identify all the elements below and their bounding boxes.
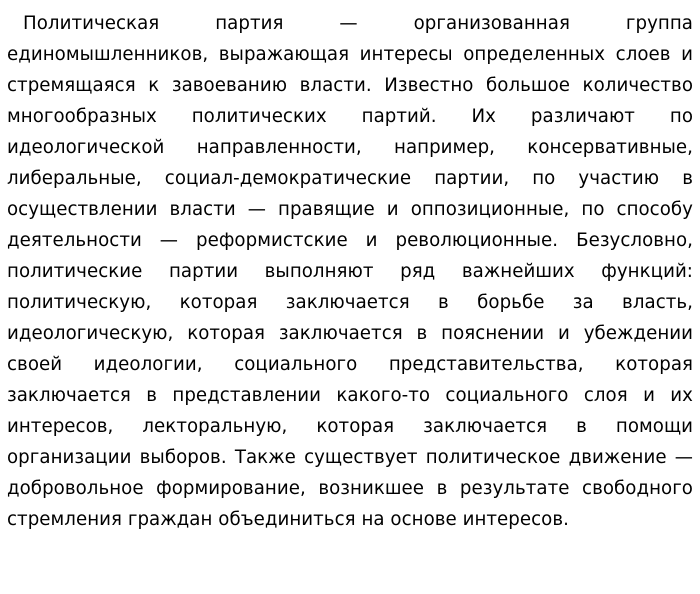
body-paragraph: Политическая партия — организованная группа единомышленников, выражающая интересы определенных слоев и стремящаяся к завоеванию власти. Известно большое количество многообразных политических партий. Их различают по идеологической направленности, например, консервативные, либеральные, социал-демократические партии, по участию в осуществлении власти — правящие и оппозиционные, по способу деятельности — реформистские и революционные. Безусловно, политические партии выполняют ряд важнейших функций: политическую, которая заключается в борьбе за власть, идеологическую, которая заключается в пояснении и убеждении своей идеологии, социального представительства, которая заключается в представлении какого-то социального слоя и их интересов, лекторальную, которая заключается в помощи организации выборов. Также существует политическое движение — добровольное формирование, возникшее в результате свободного стремления граждан объединиться на основе интересов. [7, 13, 693, 530]
document-body [7, 8, 693, 535]
